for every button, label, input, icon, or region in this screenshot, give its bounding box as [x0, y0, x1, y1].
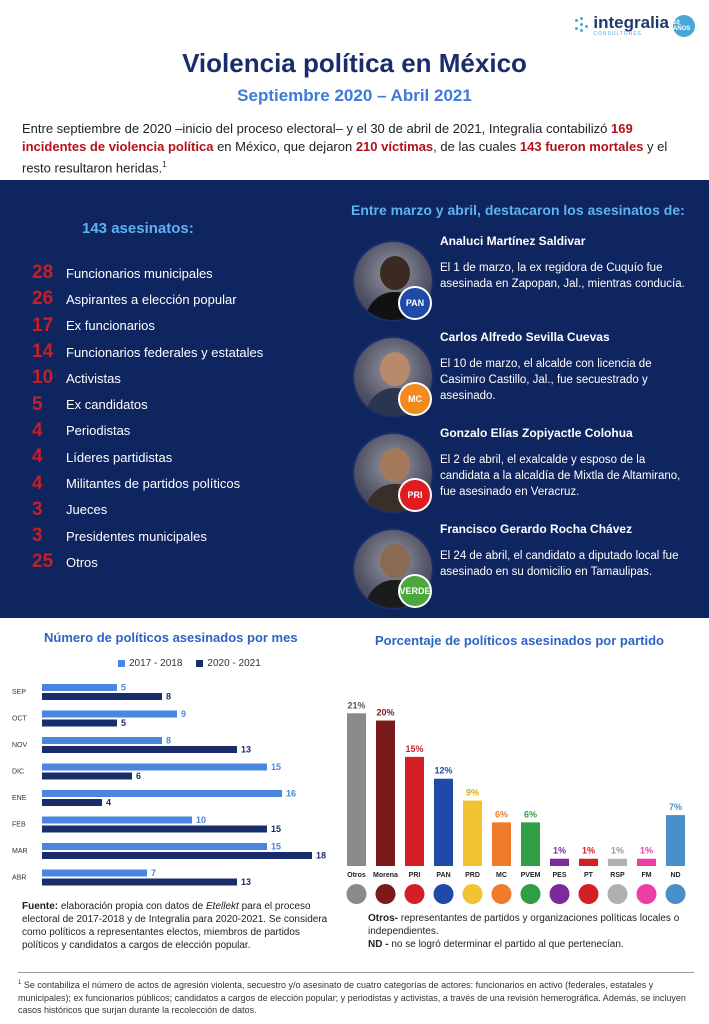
party-logo-icon [637, 884, 657, 904]
data-label: 6% [494, 809, 509, 820]
mortal-highlight: 143 fueron mortales [519, 139, 644, 154]
tick-label: MC [496, 872, 507, 879]
victim-description: El 1 de marzo, la ex regidora de Cuquío fue asesinada en Zapopan, Jal., mientras conducía. [440, 262, 685, 290]
party-logo-icon [405, 884, 425, 904]
tick-label: ND [670, 872, 681, 879]
bar [42, 826, 267, 833]
bar [492, 822, 511, 866]
list-item: 25 Otros [32, 551, 98, 573]
tick-label: PES [552, 872, 567, 879]
party-logo-icon [666, 884, 686, 904]
bar [42, 764, 267, 771]
verde-logo-icon: VERDE [398, 574, 432, 608]
data-label: 15 [271, 762, 282, 772]
data-label: 1% [639, 845, 654, 856]
pan-logo-icon: PAN [398, 286, 432, 320]
party-logo-icon [550, 884, 570, 904]
tick-label: FEB [12, 821, 26, 829]
bar [42, 817, 192, 824]
bar [608, 859, 627, 866]
data-label: 6 [136, 771, 142, 781]
data-label: 1% [552, 845, 567, 856]
footnote-ref: 1 [162, 160, 167, 169]
monthly-chart-legend [118, 658, 261, 669]
data-label: 13 [241, 877, 252, 887]
victim-name: Francisco Gerardo Rocha Chávez [440, 522, 633, 536]
bar [521, 822, 540, 866]
data-label: 16 [286, 788, 297, 799]
data-label: 21% [347, 700, 366, 711]
pri-logo-icon: PRI [398, 478, 432, 512]
tick-label: PT [584, 872, 593, 879]
intro-paragraph: Entre septiembre de 2020 –inicio del proceso electoral– y el 30 de abril de 2021, Integralia contabilizó 169 incidentes de violencia política en México, que dejaron 210 víctimas, de las cuales 143 fueron mortales y el resto resultaron heridas.$^1$ [22, 121, 668, 176]
tick-label: PRD [465, 872, 480, 879]
bar [42, 799, 102, 806]
murders-panel [0, 180, 709, 618]
footnote: $^1$ Se contabiliza el número de actos de agresión violenta, secuestro y/o asesinato de cuatro categorías de actores: funcionarios en activo (federales, estatales y municipales); ex funcionarios públicos; candidatos a cargos de elección popular; y periodistas y activistas, a través de una revisión hemerográfica. Además, se incluyen casos históricos que surjan durante la recolección de datos. [18, 972, 694, 1017]
data-label: 15 [271, 841, 282, 852]
mc-logo-icon: MC [398, 382, 432, 416]
bar [42, 684, 117, 691]
party-logo-icon [376, 884, 396, 904]
legend-item: 2020 - 2021 [196, 658, 260, 669]
data-label: 9% [465, 787, 480, 798]
otros-note: Otros- representantes de partidos y organizaciones políticas locales o independientes. [368, 913, 680, 937]
bar [42, 746, 237, 753]
monthly-chart-title: Número de políticos asesinados por mes [44, 630, 298, 645]
tick-label: Otros [347, 872, 366, 879]
victim-description: El 10 de marzo, el alcalde con licencia de Casimiro Castillo, Jal., fue secuestrado y asesinado. [440, 358, 652, 402]
data-label: 7% [668, 802, 683, 813]
victim-name: Analuci Martínez Saldivar [440, 234, 586, 248]
tick-label: RSP [610, 872, 625, 879]
bar [42, 711, 177, 718]
victim-description: El 2 de abril, el exalcalde y esposo de la candidata a la alcaldía de Mixtla de Altamirano, fue asesinado en Veracruz. [440, 454, 681, 498]
integralia-logo [575, 14, 695, 37]
tick-label: Morena [373, 872, 398, 879]
monthly-bar-chart [10, 676, 340, 906]
list-item: 28 Funcionarios municipales [32, 262, 213, 284]
list-item: 5 Ex candidatos [32, 393, 148, 415]
bar [42, 790, 282, 797]
tick-label: PVEM [520, 872, 541, 879]
page-title: Violencia política en México [182, 48, 527, 78]
murders-list [32, 260, 263, 576]
data-label: 6% [523, 809, 538, 820]
list-item: 3 Jueces [32, 498, 108, 520]
tick-label: DIC [12, 768, 25, 776]
list-item: 4 Militantes de partidos políticos [32, 472, 241, 494]
source-note: Fuente: elaboración propia con datos de Etellekt para el proceso electoral de 2017-2018 y de Integralia para 2020-2021. Se considera como políticos a representantes electos, miembros de partidos políticos y candidatos a cargos de elección popular. [22, 901, 328, 951]
bar [434, 779, 453, 866]
tick-label: PRI [408, 872, 421, 879]
bar [42, 843, 267, 850]
tick-label: FM [641, 872, 652, 879]
murders-heading: 143 asesinatos: [82, 220, 194, 237]
bar [637, 859, 656, 866]
data-label: 9 [181, 709, 187, 719]
bar [376, 721, 395, 866]
data-label: 5 [121, 682, 127, 693]
bar [347, 713, 366, 866]
bar [42, 879, 237, 886]
list-item: 4 Periodistas [32, 419, 131, 441]
legend-swatch [196, 660, 203, 667]
data-label: 8 [166, 691, 172, 702]
data-label: 10 [196, 815, 207, 825]
tick-label: PAN [436, 872, 451, 879]
victims-highlight: 210 víctimas [355, 139, 434, 154]
data-label: 7 [151, 868, 157, 878]
bar [579, 859, 598, 866]
list-item: 10 Activistas [32, 367, 121, 389]
victim-name: Gonzalo Elías Zopiyactle Colohua [440, 426, 633, 440]
data-label: 8 [166, 735, 172, 746]
data-label: 15 [271, 824, 282, 834]
bar [550, 859, 569, 866]
list-item: 14 Funcionarios federales y estatales [32, 341, 264, 363]
bar [42, 693, 162, 700]
bar [42, 870, 147, 877]
tick-label: OCT [12, 715, 27, 723]
legend-item: 2017 - 2018 [118, 658, 182, 669]
bar [42, 773, 132, 780]
logo-wordmark: integralia [593, 13, 669, 32]
party-bar-chart [345, 680, 695, 910]
data-label: 12% [434, 765, 453, 776]
data-label: 15% [405, 743, 424, 754]
logo-tagline: CONSULTORES [593, 31, 643, 37]
bar [42, 737, 162, 744]
tick-label: ENE [12, 795, 27, 802]
party-logo-icon [608, 884, 628, 904]
data-label: 13 [241, 744, 252, 755]
tick-label: SEP [12, 689, 27, 696]
highlights-heading: Entre marzo y abril, destacaron los asesinatos de: [351, 202, 685, 218]
party-logo-icon [492, 884, 512, 904]
data-label: 20% [376, 707, 395, 718]
party-logo-icon [347, 884, 367, 904]
list-item: 17 Ex funcionarios [32, 314, 155, 336]
data-label: 1% [581, 845, 596, 856]
logo-dots-icon [575, 15, 589, 37]
tick-label: ABR [12, 874, 27, 882]
incidents-highlight: 169 incidentes de violencia política [22, 121, 633, 154]
logo-anniversary-badge: 10 AÑOS [673, 15, 695, 37]
bar [42, 852, 312, 859]
party-chart-notes [368, 912, 698, 951]
data-label: 5 [121, 718, 127, 728]
data-label: 18 [316, 850, 327, 861]
party-logo-icon [521, 884, 541, 904]
list-item: 4 Líderes partidistas [32, 446, 173, 468]
party-logo-icon [434, 884, 454, 904]
party-logo-icon [579, 884, 599, 904]
page-subtitle: Septiembre 2020 – Abril 2021 [237, 86, 472, 105]
bar [42, 720, 117, 727]
data-label: 1% [610, 845, 625, 856]
party-logo-icon [463, 884, 483, 904]
bar [666, 815, 685, 866]
legend-swatch [118, 660, 125, 667]
list-item: 26 Aspirantes a elección popular [32, 288, 237, 310]
bar [463, 801, 482, 866]
tick-label: NOV [12, 742, 28, 749]
bar [405, 757, 424, 866]
list-item: 3 Presidentes municipales [32, 525, 207, 547]
victim-description: El 24 de abril, el candidato a diputado local fue asesinado en su domicilio en Tamaulipas. [440, 550, 679, 578]
data-label: 4 [106, 797, 112, 808]
nd-note: ND - no se logró determinar el partido al que pertenecían. [368, 939, 624, 950]
victim-name: Carlos Alfredo Sevilla Cuevas [440, 330, 610, 344]
tick-label: MAR [12, 848, 28, 855]
party-chart-title: Porcentaje de políticos asesinados por partido [375, 633, 664, 648]
